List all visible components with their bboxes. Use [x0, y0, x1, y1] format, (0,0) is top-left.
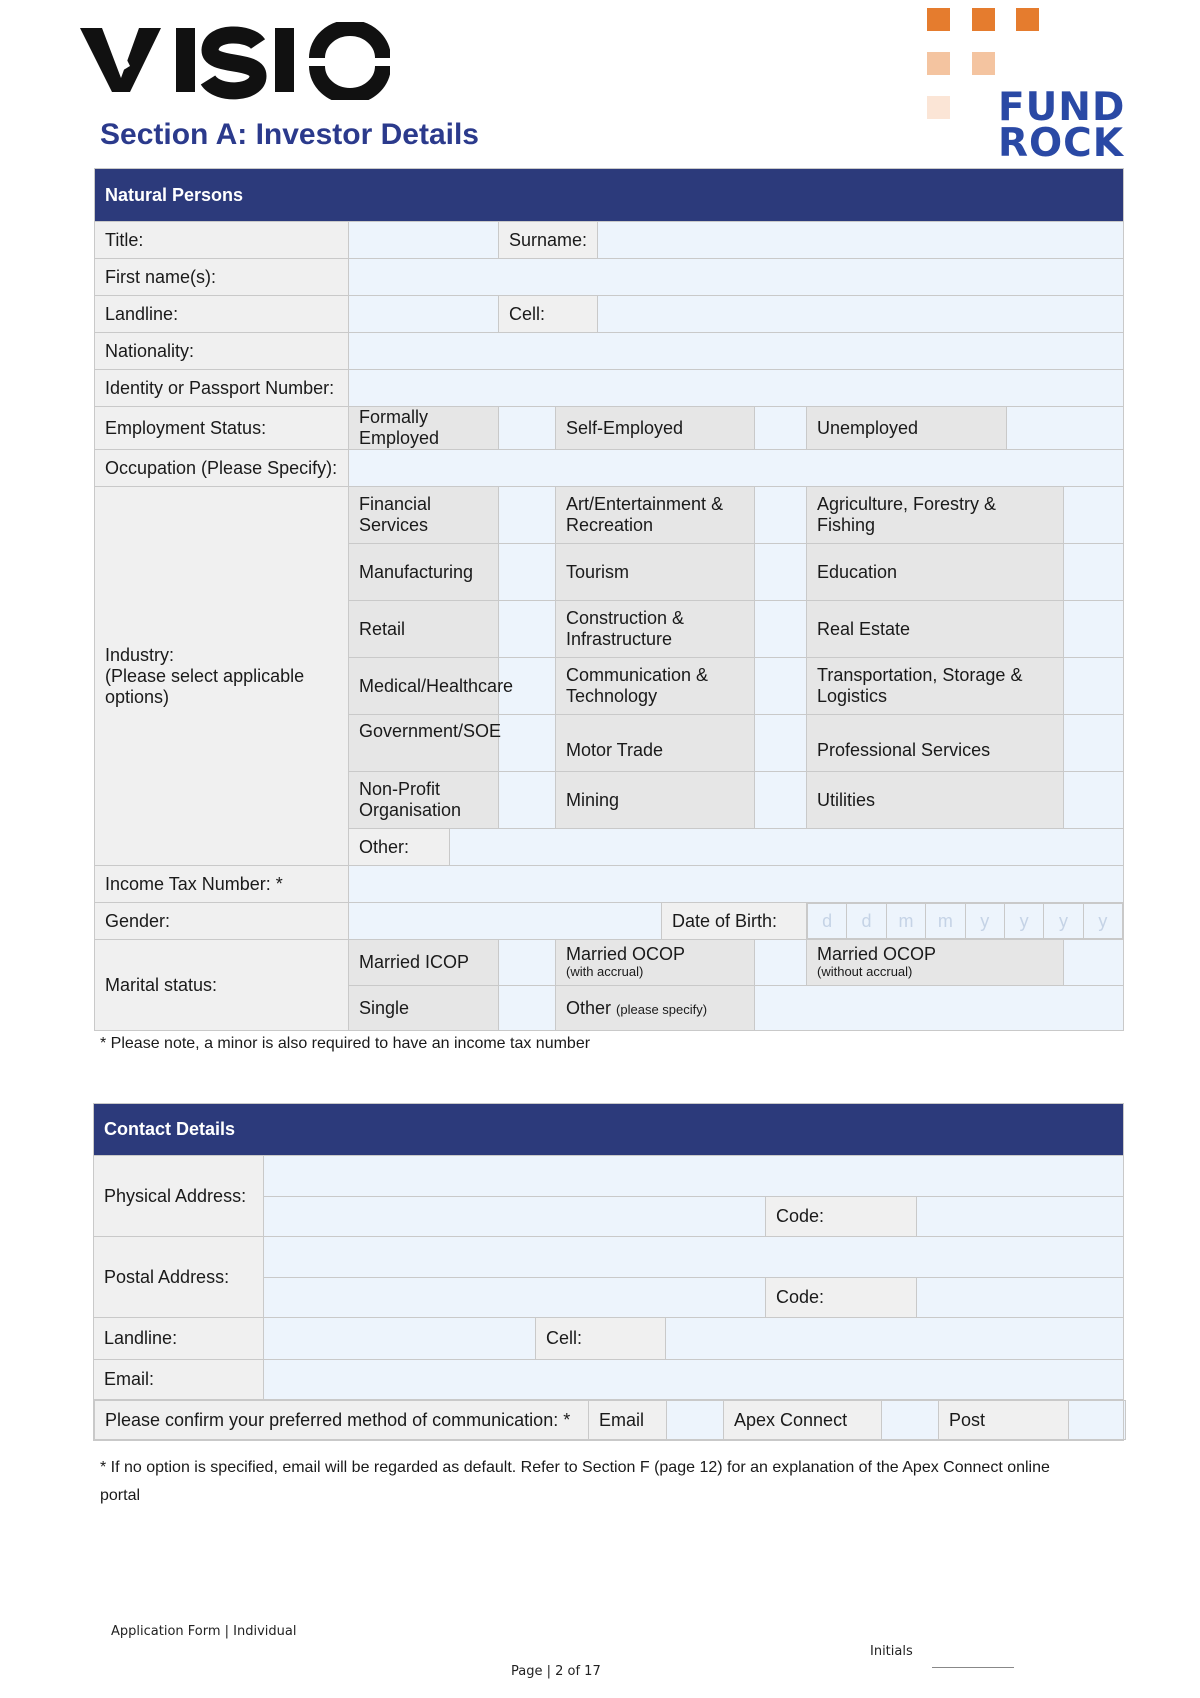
contact-details-header: Contact Details: [94, 1104, 1124, 1156]
natural-persons-table: [94, 168, 1124, 1031]
cell-input[interactable]: [598, 296, 1124, 333]
industry-label: [95, 487, 349, 866]
industry-option-label: Education: [807, 544, 1064, 601]
fundrock-line1: FUND: [998, 85, 1126, 130]
gender-input[interactable]: [349, 903, 662, 940]
industry-option-label: Utilities: [807, 772, 1064, 829]
industry-option-label: Professional Services: [807, 715, 1064, 772]
natural-persons-header: Natural Persons: [95, 169, 1124, 222]
contact-details-table: [93, 1103, 1124, 1441]
visio-logo: [80, 22, 390, 100]
industry-option-checkbox[interactable]: [755, 544, 807, 601]
marital-option-label: [556, 986, 755, 1031]
employment-option-checkbox[interactable]: [499, 407, 556, 450]
dob-input-group: [807, 903, 1124, 940]
contact-landline-input[interactable]: [264, 1318, 536, 1360]
physical-address-line1-input[interactable]: [264, 1156, 1124, 1197]
industry-other-label: Other:: [349, 829, 450, 866]
fundrock-line2: ROCK: [998, 121, 1125, 166]
nationality-label: Nationality:: [95, 333, 349, 370]
physical-address-label: Physical Address:: [94, 1156, 264, 1237]
industry-option-label: Mining: [556, 772, 755, 829]
married-ocop-no-accrual-label: Married OCOP: [817, 943, 937, 964]
industry-option-checkbox[interactable]: [499, 772, 556, 829]
industry-option-checkbox[interactable]: [1064, 544, 1124, 601]
title-label: Title:: [95, 222, 349, 259]
industry-option-label: Medical/Healthcare: [349, 658, 499, 715]
postal-address-line2-input[interactable]: [264, 1278, 766, 1318]
employment-status-label: Employment Status:: [95, 407, 349, 450]
dob-label: Date of Birth:: [662, 903, 807, 940]
industry-option-checkbox[interactable]: [1064, 487, 1124, 544]
marital-option-checkbox[interactable]: [499, 986, 556, 1031]
marital-option-checkbox[interactable]: [1064, 940, 1124, 986]
gender-label: Gender:: [95, 903, 349, 940]
surname-input[interactable]: [598, 222, 1124, 259]
physical-code-label: Code:: [766, 1197, 917, 1237]
dob-digit-input[interactable]: d: [847, 904, 886, 939]
footer-page-number: Page | 2 of 17: [511, 1664, 601, 1679]
industry-option-checkbox[interactable]: [755, 658, 807, 715]
first-names-label: First name(s):: [95, 259, 349, 296]
first-names-input[interactable]: [349, 259, 1124, 296]
postal-code-input[interactable]: [917, 1278, 1124, 1318]
marital-option-label: [807, 940, 1064, 986]
dob-digit-input[interactable]: d: [808, 904, 847, 939]
industry-other-input[interactable]: [450, 829, 1124, 866]
industry-option-label: Non-Profit Organisation: [349, 772, 499, 829]
industry-option-checkbox[interactable]: [499, 715, 556, 772]
industry-option-checkbox[interactable]: [1064, 715, 1124, 772]
industry-option-label: Construction & Infrastructure: [556, 601, 755, 658]
industry-option-checkbox[interactable]: [1064, 658, 1124, 715]
industry-option-label: Tourism: [556, 544, 755, 601]
communication-option-checkbox[interactable]: [1069, 1401, 1126, 1440]
footer-form-name: Application Form | Individual: [111, 1624, 297, 1639]
employment-option-checkbox[interactable]: [755, 407, 807, 450]
landline-input[interactable]: [349, 296, 499, 333]
dob-digit-input[interactable]: m: [886, 904, 925, 939]
industry-option-label: Motor Trade: [556, 715, 755, 772]
tax-number-note: * Please note, a minor is also required to have an income tax number: [100, 1035, 591, 1052]
industry-option-label: Financial Services: [349, 487, 499, 544]
id-passport-input[interactable]: [349, 370, 1124, 407]
marital-option-label: Single: [349, 986, 499, 1031]
contact-cell-label: Cell:: [536, 1318, 666, 1360]
industry-option-label: Real Estate: [807, 601, 1064, 658]
cell-label: Cell:: [499, 296, 598, 333]
dob-digit-input[interactable]: y: [965, 904, 1004, 939]
industry-option-checkbox[interactable]: [1064, 601, 1124, 658]
industry-option-label: Communication & Technology: [556, 658, 755, 715]
marital-status-label: Marital status:: [95, 940, 349, 1031]
occupation-input[interactable]: [349, 450, 1124, 487]
communication-option-checkbox[interactable]: [667, 1401, 724, 1440]
communication-option-label: Apex Connect: [724, 1401, 882, 1440]
employment-option-checkbox[interactable]: [1007, 407, 1124, 450]
industry-option-checkbox[interactable]: [755, 601, 807, 658]
nationality-input[interactable]: [349, 333, 1124, 370]
industry-option-label: Art/Entertainment & Recreation: [556, 487, 755, 544]
industry-option-checkbox[interactable]: [755, 487, 807, 544]
contact-cell-input[interactable]: [666, 1318, 1124, 1360]
dob-digit-input[interactable]: y: [1044, 904, 1083, 939]
industry-option-label: Retail: [349, 601, 499, 658]
postal-address-line1-input[interactable]: [264, 1237, 1124, 1278]
physical-code-input[interactable]: [917, 1197, 1124, 1237]
employment-option-label: Formally Employed: [349, 407, 499, 450]
title-input[interactable]: [349, 222, 499, 259]
other-marital-label: Other: [566, 997, 612, 1018]
industry-option-checkbox[interactable]: [1064, 772, 1124, 829]
surname-label: Surname:: [499, 222, 598, 259]
please-specify-note: (please specify): [616, 1001, 708, 1017]
industry-option-label: Agriculture, Forestry & Fishing: [807, 487, 1064, 544]
communication-option-label: Post: [939, 1401, 1069, 1440]
income-tax-input[interactable]: [349, 866, 1124, 903]
email-label: Email:: [94, 1360, 264, 1400]
marital-option-checkbox[interactable]: [755, 940, 807, 986]
communication-option-label: Email: [589, 1401, 667, 1440]
without-accrual-note: (without accrual): [817, 963, 913, 979]
postal-address-label: Postal Address:: [94, 1237, 264, 1318]
employment-option-label: Unemployed: [807, 407, 1007, 450]
employment-option-label: Self-Employed: [556, 407, 755, 450]
with-accrual-note: (with accrual): [566, 963, 644, 979]
industry-label-title: Industry:: [105, 644, 175, 665]
footer-initials-label: Initials: [870, 1644, 913, 1659]
communication-preference-label: Please confirm your preferred method of communication: *: [95, 1401, 589, 1440]
communication-note: * If no option is specified, email will be regarded as default. Refer to Section F (page 12) for an explanation of the Apex Connect online portal: [100, 1459, 1050, 1504]
industry-option-checkbox[interactable]: [499, 601, 556, 658]
industry-option-checkbox[interactable]: [755, 715, 807, 772]
industry-option-checkbox[interactable]: [499, 544, 556, 601]
landline-label: Landline:: [95, 296, 349, 333]
contact-landline-label: Landline:: [94, 1318, 264, 1360]
industry-label-hint: (Please select applicable options): [105, 665, 305, 707]
communication-preference-row: [94, 1400, 1124, 1441]
industry-option-label: Transportation, Storage & Logistics: [807, 658, 1064, 715]
communication-option-checkbox[interactable]: [882, 1401, 939, 1440]
dob-digit-input[interactable]: m: [926, 904, 965, 939]
physical-address-line2-input[interactable]: [264, 1197, 766, 1237]
marital-option-checkbox[interactable]: [499, 940, 556, 986]
marital-option-label: Married ICOP: [349, 940, 499, 986]
income-tax-label: Income Tax Number: *: [95, 866, 349, 903]
id-passport-label: Identity or Passport Number:: [95, 370, 349, 407]
occupation-label: Occupation (Please Specify):: [95, 450, 349, 487]
section-title: Section A: Investor Details: [100, 118, 479, 151]
industry-option-checkbox[interactable]: [499, 487, 556, 544]
email-input[interactable]: [264, 1360, 1124, 1400]
dob-digit-input[interactable]: y: [1083, 904, 1122, 939]
postal-code-label: Code:: [766, 1278, 917, 1318]
marital-option-label: [556, 940, 755, 986]
industry-option-checkbox[interactable]: [755, 772, 807, 829]
other-marital-input[interactable]: [755, 986, 1124, 1031]
married-ocop-accrual-label: Married OCOP: [566, 943, 686, 964]
dob-digit-input[interactable]: y: [1004, 904, 1043, 939]
initials-signature-line[interactable]: [932, 1667, 1014, 1668]
industry-option-label: Government/SOE: [349, 715, 499, 772]
industry-option-label: Manufacturing: [349, 544, 499, 601]
